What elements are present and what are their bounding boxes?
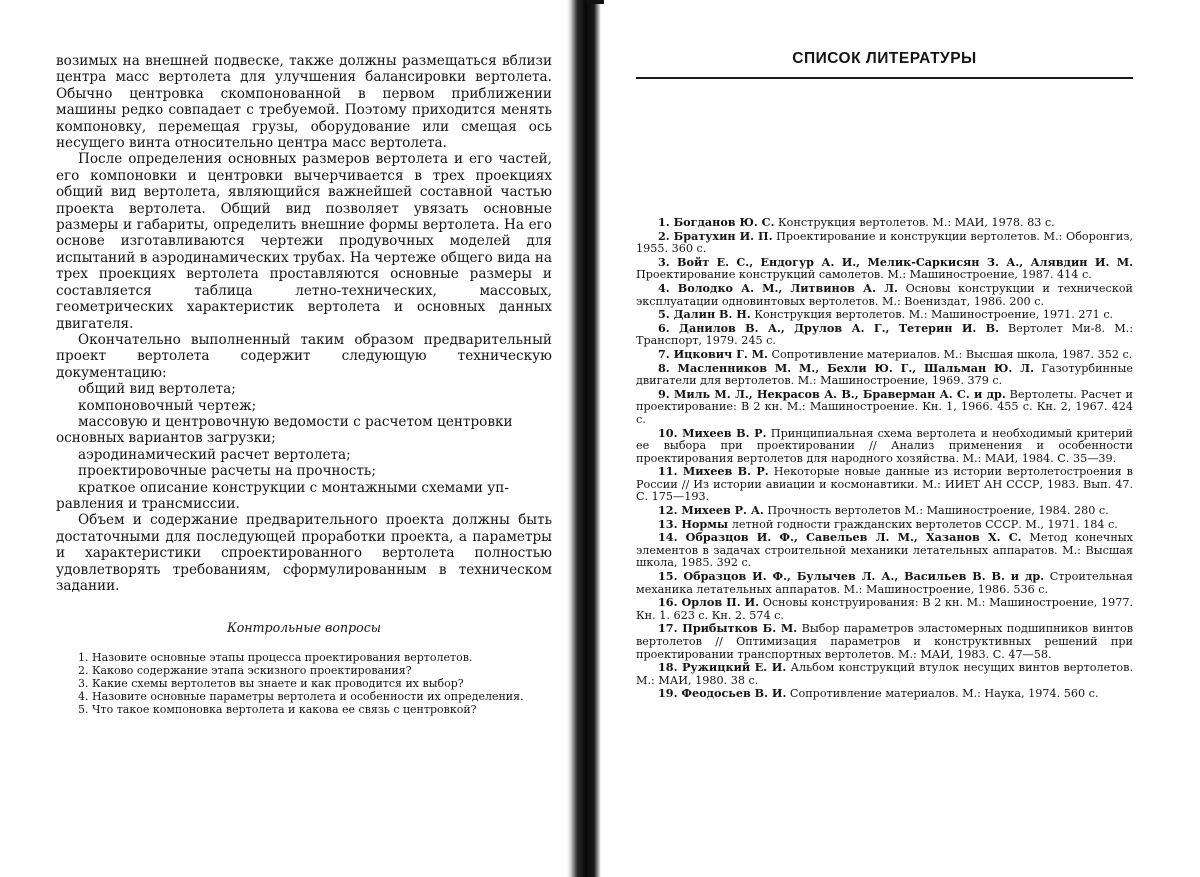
reference-details: Вертолеты. Расчет и проектирование: В 2 кн. М.: Машиностроение. Кн. 1, 1966. 455 с. Кн. 2, 1967. 424 с. bbox=[636, 387, 1133, 426]
reference-entry bbox=[636, 427, 1133, 466]
bibliography-title: СПИСОК ЛИТЕРАТУРЫ bbox=[792, 50, 977, 67]
reference-details: Проектирование и конструкции вертолетов. М.: Оборонгиз, 1955. 360 с. bbox=[636, 229, 1133, 256]
reference-entry bbox=[636, 362, 1133, 388]
reference-author: 17. Прибытков Б. М. bbox=[658, 621, 798, 636]
reference-author: 14. Образцов И. Ф., Савельев Л. М., Хазанов Х. С. bbox=[658, 530, 1022, 545]
reference-list bbox=[636, 216, 1133, 701]
right-page bbox=[636, 50, 1134, 701]
reference-entry bbox=[636, 661, 1133, 687]
question-item: 3. Какие схемы вертолетов вы знаете и как проводится их выбор? bbox=[78, 677, 464, 690]
list-item: основных вариантов загрузки; bbox=[56, 430, 276, 447]
question-item: 2. Каково содержание этапа эскизного проектирования? bbox=[78, 663, 412, 677]
book-spine-shadow bbox=[567, 0, 601, 877]
reference-details: Прочность вертолетов М.: Машиностроение, 1984. 280 с. bbox=[763, 504, 1109, 518]
reference-author: 11. Михеев В. Р. bbox=[658, 464, 769, 479]
reference-details: Выбор параметров эластомерных подшипников винтов вертолетов // Оптимизация параметров и конструктивных решений при проектировании транспортных вертолетов. М.: МАИ, 1983. С. 47—58. bbox=[636, 622, 1133, 661]
reference-details: Альбом конструкций втулок несущих винтов вертолетов. М.: МАИ, 1980. 38 с. bbox=[636, 661, 1133, 687]
reference-author: 1. Богданов Ю. С. bbox=[658, 215, 775, 229]
question-item: 4. Назовите основные параметры вертолета и особенности их определения. bbox=[78, 690, 524, 704]
reference-entry bbox=[636, 216, 1133, 230]
list-item: краткое описание конструкции с монтажными схемами уп- bbox=[78, 479, 509, 496]
reference-details: Сопротивление материалов. М.: Наука, 1974. 560 с. bbox=[786, 687, 1099, 701]
reference-author: 2. Братухин И. П. bbox=[658, 228, 773, 243]
reference-author: 9. Миль М. Л., Некрасов А. В., Браверман А. С. и др. bbox=[658, 386, 1006, 401]
reference-author: 5. Далин В. Н. bbox=[658, 307, 751, 322]
reference-entry bbox=[636, 531, 1133, 570]
reference-details: Некоторые новые данные из истории вертолетостроения в России // Из истории авиации и космонавтики. М.: ИИЕТ АН СССР, 1983. Вып. 47. С. 175—193. bbox=[636, 465, 1133, 504]
reference-entry bbox=[636, 282, 1133, 308]
reference-entry bbox=[636, 388, 1133, 427]
reference-author: 19. Феодосьев В. И. bbox=[658, 686, 787, 701]
reference-author: 3. Войт Е. С., Ендогур А. И., Мелик-Саркисян З. А., Алявдин И. М. bbox=[658, 254, 1133, 269]
reference-author: 15. Образцов И. Ф., Булычев Л. А., Васильев В. В. и др. bbox=[658, 569, 1045, 584]
reference-entry bbox=[636, 256, 1133, 282]
reference-author: 8. Масленников М. М., Бехли Ю. Г., Шальман Ю. Л. bbox=[658, 360, 1034, 375]
list-item: компоновочный чертеж; bbox=[78, 397, 257, 414]
questions-list bbox=[56, 651, 552, 716]
paragraph: Окончательно выполненный таким образом предварительный проект вертолета содержит следующую техническую документацию: bbox=[56, 331, 552, 381]
reference-entry bbox=[636, 465, 1133, 504]
paragraph: возимых на внешней подвеске, также должны размещаться вблизи центра масс вертолета для улучшения балансировки вертолета. Обычно центровка скомпонованной в первом приближении машины редко совпадает с требуемой. Поэтому приходится менять компоновку, перемещая грузы, оборудование или смещая ось несущего винта относительно центра масс вертолета. bbox=[56, 53, 552, 152]
reference-author: 4. Володко А. М., Литвинов А. Л. bbox=[658, 280, 898, 295]
reference-details: Строительная механика летательных аппаратов. М.: Машиностроение, 1986. 536 с. bbox=[636, 570, 1133, 596]
reference-author: 6. Данилов В. А., Друлов А. Г., Тетерин И. В. bbox=[658, 320, 999, 335]
questions-heading: Контрольные вопросы bbox=[226, 620, 382, 636]
reference-author: 13. Нормы bbox=[658, 516, 729, 531]
reference-entry bbox=[636, 596, 1133, 622]
reference-details: Основы конструирования: В 2 кн. М.: Машиностроение, 1977. Кн. 1. 623 с. Кн. 2. 574 с. bbox=[636, 596, 1134, 622]
paragraph: Объем и содержание предварительного проекта должны быть достаточными для последующей проработки проекта, а параметры и характеристики спроектированного вертолета полностью удовлетворять требованиям, сформулированным в техническом задании. bbox=[56, 512, 552, 594]
body-text bbox=[56, 53, 552, 594]
reference-entry bbox=[636, 230, 1133, 256]
question-item: 5. Что такое компоновка вертолета и какова ее связь с центровкой? bbox=[78, 703, 477, 717]
reference-author: 16. Орлов П. И. bbox=[658, 595, 760, 610]
reference-entry bbox=[636, 348, 1133, 362]
reference-details: Вертолет Ми-8. М.: Транспорт, 1979. 245 с. bbox=[636, 321, 1133, 348]
spine-mark bbox=[586, 0, 604, 4]
reference-details: Принципиальная схема вертолета и необходимый критерий ее выбора при проектировании // Анализ применения и особенности проектирования вертолетов для народного хозяйства. М.: МАИ, 1984. С. 35—39. bbox=[636, 426, 1133, 465]
reference-entry bbox=[636, 687, 1133, 701]
reference-details: Проектирование конструкций самолетов. М.: Машиностроение, 1987. 414 с. bbox=[636, 268, 1092, 282]
list-item: общий вид вертолета; bbox=[78, 381, 236, 398]
reference-author: 7. Ицкович Г. М. bbox=[658, 346, 768, 361]
reference-entry bbox=[636, 570, 1133, 596]
list-item: равления и трансмиссии. bbox=[56, 495, 240, 512]
reference-details: Сопротивление материалов. М.: Высшая школа, 1987. 352 с. bbox=[767, 347, 1133, 361]
reference-entry bbox=[636, 322, 1133, 348]
reference-details: Газотурбинные двигатели для вертолетов. М.: Машиностроение, 1969. 379 с. bbox=[636, 361, 1133, 388]
title-underline bbox=[636, 77, 1133, 79]
reference-details: Основы конструкции и технической эксплуатации одновинтовых вертолетов. М.: Воениздат, 1986. 200 с. bbox=[636, 281, 1134, 308]
reference-details: Метод конечных элементов в задачах строительной механики летательных аппаратов. М.: Высшая школа, 1985. 392 с. bbox=[636, 531, 1133, 570]
reference-details: Конструкция вертолетов. М.: Машиностроение, 1971. 271 с. bbox=[750, 308, 1114, 322]
reference-author: 12. Михеев Р. А. bbox=[658, 503, 764, 518]
question-item: 1. Назовите основные этапы процесса проектирования вертолетов. bbox=[78, 650, 473, 664]
list-item: проектировочные расчеты на прочность; bbox=[78, 463, 376, 480]
reference-details: летной годности гражданских вертолетов СССР. М., 1971. 184 с. bbox=[728, 517, 1118, 531]
reference-author: 18. Ружицкий Е. И. bbox=[658, 660, 787, 675]
reference-entry bbox=[636, 308, 1133, 322]
reference-entry bbox=[636, 622, 1133, 661]
left-page bbox=[56, 53, 552, 716]
reference-author: 10. Михеев В. Р. bbox=[658, 425, 767, 440]
list-item: аэродинамический расчет вертолета; bbox=[78, 446, 351, 463]
reference-details: Конструкция вертолетов. М.: МАИ, 1978. 83 с. bbox=[774, 216, 1055, 229]
reference-entry bbox=[636, 518, 1133, 532]
paragraph: После определения основных размеров вертолета и его частей, его компоновки и центровки вычерчивается в трех проекциях общий вид вертолета, являющийся важнейшей составной частью проекта вертолета. Общий вид позволяет увязать основные размеры и габариты, определить внешние формы вертолета. На его основе изготавливаются чертежи продувочных моделей для испытаний в аэродинамических трубах. На чертеже общего вида на трех проекциях вертолета проставляются основные размеры и составляется таблица летно-технических, массовых, геометрических характеристик вертолета и основных данных двигателя. bbox=[56, 151, 552, 332]
reference-entry bbox=[636, 504, 1133, 518]
list-item: массовую и центровочную ведомости с расчетом центровки bbox=[78, 413, 513, 430]
